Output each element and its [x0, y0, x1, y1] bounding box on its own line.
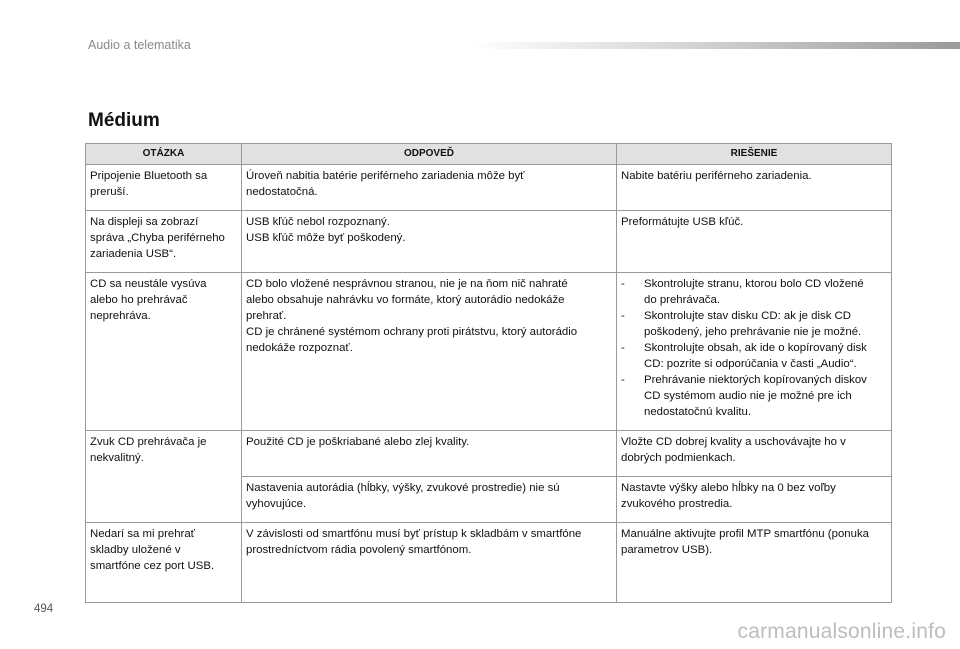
cell-line: Zvuk CD prehrávača je: [90, 436, 207, 448]
cell-line: USB kľúč môže byť poškodený.: [246, 232, 406, 244]
cell-line: Vložte CD dobrej kvality a uschovávajte ho v: [621, 436, 846, 448]
cell-line: Nedarí sa mi prehrať: [90, 528, 195, 540]
solution-cell: [617, 273, 892, 431]
cell-line: vyhovujúce.: [246, 498, 307, 510]
table-row: [86, 523, 892, 603]
cell-line: Nastavte výšky alebo hĺbky na 0 bez voľby: [621, 482, 836, 494]
solution-cell: [617, 211, 892, 273]
cell-line: parametrov USB).: [621, 544, 713, 556]
question-cell: [86, 273, 242, 431]
cell-line: CD systémom audio nie je možné pre ich: [644, 390, 852, 402]
cell-line: V závislosti od smartfónu musí byť prístup k skladbám v smartfóne: [246, 528, 582, 540]
dash-bullet: -: [621, 342, 625, 354]
answer-cell: [242, 211, 617, 273]
cell-line: Prehrávanie niektorých kopírovaných diskov: [644, 374, 867, 386]
table-header-row: [86, 144, 892, 165]
solution-cell: [617, 523, 892, 603]
cell-line: skladby uložené v: [90, 544, 181, 556]
answer-cell: [242, 477, 617, 523]
answer-cell: [242, 165, 617, 211]
cell-line: CD sa neustále vysúva: [90, 278, 207, 290]
cell-line: nekvalitný.: [90, 452, 144, 464]
solution-list-item: [621, 340, 887, 372]
watermark: carmanualsonline.info: [737, 620, 946, 643]
cell-line: USB kľúč nebol rozpoznaný.: [246, 216, 390, 228]
cell-line: prehrať.: [246, 310, 287, 322]
solution-cell: [617, 431, 892, 477]
cell-line: Preformátujte USB kľúč.: [621, 216, 744, 228]
table-row: [86, 211, 892, 273]
cell-line: CD: pozrite si odporúčania v časti „Audio“.: [644, 358, 857, 370]
cell-line: CD je chránené systémom ochrany proti pirátstvu, ktorý autorádio: [246, 326, 578, 338]
cell-line: do prehrávača.: [644, 294, 720, 306]
section-label: Audio a telematika: [88, 38, 191, 52]
table-row: [86, 165, 892, 211]
question-cell: [86, 431, 242, 523]
cell-line: prostredníctvom rádia povolený smartfónom.: [246, 544, 472, 556]
cell-line: alebo ho prehrávač: [90, 294, 188, 306]
cell-line: Manuálne aktivujte profil MTP smartfónu (ponuka: [621, 528, 869, 540]
answer-cell: [242, 273, 617, 431]
cell-line: nedokáže rozpoznať.: [246, 342, 353, 354]
cell-line: správa „Chyba periférneho: [90, 232, 225, 244]
cell-line: Úroveň nabitia batérie periférneho zariadenia môže byť: [246, 170, 525, 182]
cell-line: zvukového prostredia.: [621, 498, 733, 510]
cell-line: Skontrolujte obsah, ak ide o kopírovaný disk: [644, 342, 867, 354]
faq-table: [85, 143, 892, 603]
page-number: 494: [34, 603, 54, 615]
cell-line: Skontrolujte stav disku CD: ak je disk CD: [644, 310, 852, 322]
cell-line: Na displeji sa zobrazí: [90, 216, 199, 228]
solution-cell: [617, 477, 892, 523]
cell-line: nedostatočná.: [246, 186, 318, 198]
cell-line: alebo obsahuje nahrávku vo formáte, ktorý autorádio nedokáže: [246, 294, 565, 306]
question-cell: [86, 211, 242, 273]
question-cell: [86, 523, 242, 603]
cell-line: dobrých podmienkach.: [621, 452, 736, 464]
cell-line: Skontrolujte stranu, ktorou bolo CD vložené: [644, 278, 864, 290]
cell-line: Pripojenie Bluetooth sa: [90, 170, 208, 182]
cell-line: smartfóne cez port USB.: [90, 560, 215, 572]
answer-cell: [242, 431, 617, 477]
column-header-solution: RIEŠENIE: [617, 144, 892, 165]
dash-bullet: -: [621, 374, 625, 386]
cell-line: neprehráva.: [90, 310, 151, 322]
solution-list-item: [621, 372, 887, 420]
column-header-question: OTÁZKA: [86, 144, 242, 165]
cell-line: zariadenia USB“.: [90, 248, 177, 260]
solution-cell: [617, 165, 892, 211]
cell-line: Nastavenia autorádia (hĺbky, výšky, zvukové prostredie) nie sú: [246, 482, 560, 494]
dash-bullet: -: [621, 310, 625, 322]
cell-line: Nabite batériu periférneho zariadenia.: [621, 170, 812, 182]
page-title: Médium: [88, 110, 160, 131]
cell-line: Použité CD je poškriabané alebo zlej kvality.: [246, 436, 470, 448]
dash-bullet: -: [621, 278, 625, 290]
table-row: [86, 431, 892, 477]
cell-line: CD bolo vložené nesprávnou stranou, nie je na ňom nič nahraté: [246, 278, 568, 290]
solution-list-item: [621, 276, 887, 308]
table-row: [86, 273, 892, 431]
column-header-answer: ODPOVEĎ: [242, 144, 617, 165]
header-gradient-bar: [470, 42, 960, 49]
cell-line: preruší.: [90, 186, 129, 198]
cell-line: poškodený, jeho prehrávanie nie je možné.: [644, 326, 862, 338]
cell-line: nedostatočnú kvalitu.: [644, 406, 752, 418]
question-cell: [86, 165, 242, 211]
solution-list-item: [621, 308, 887, 340]
answer-cell: [242, 523, 617, 603]
